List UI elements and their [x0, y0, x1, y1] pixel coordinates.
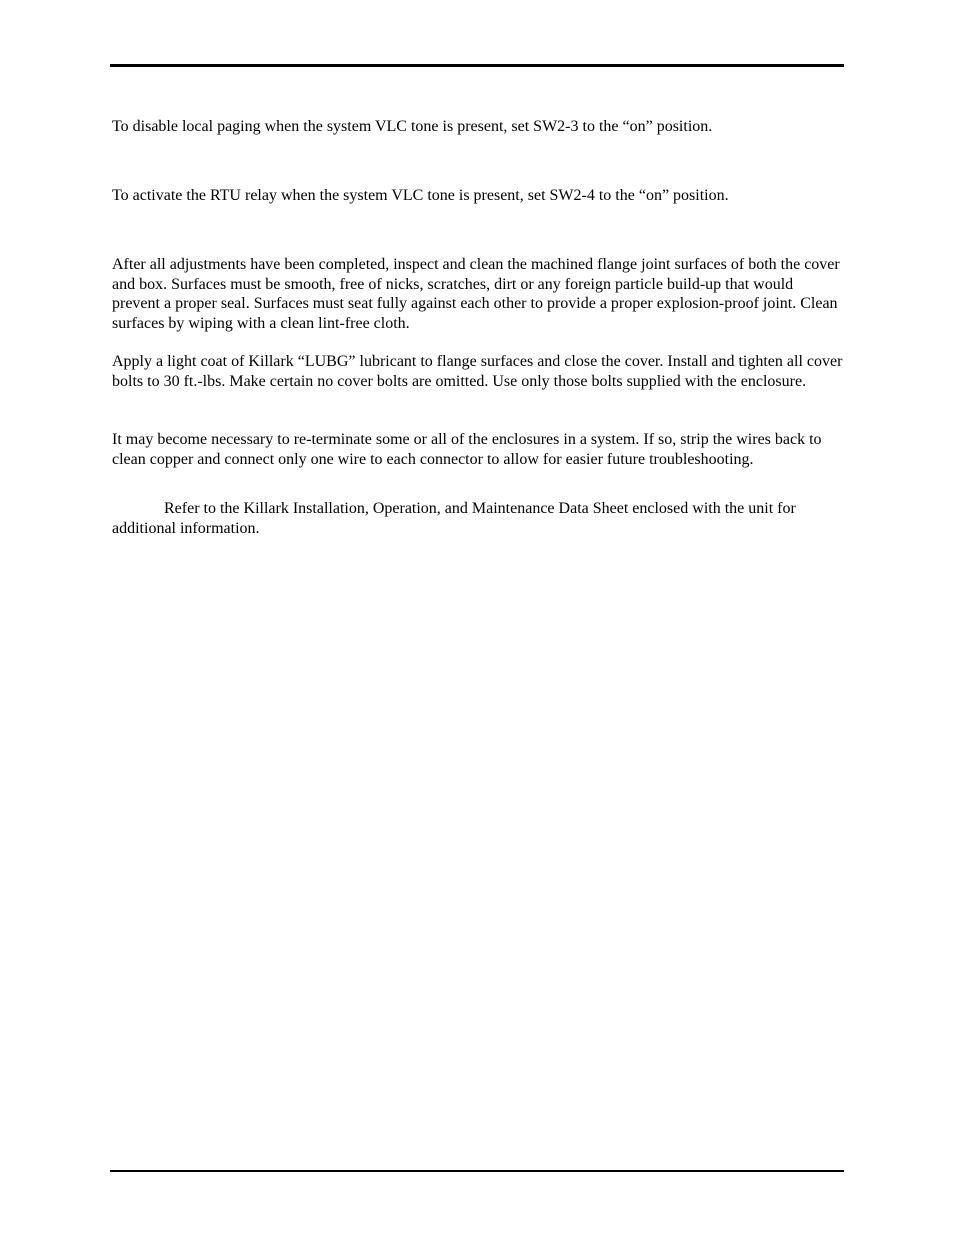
paragraph-disable-local-paging: To disable local paging when the system VLC tone is present, set SW2-3 to the “on” position. [112, 118, 713, 135]
paragraph-apply-lubricant: Apply a light coat of Killark “LUBG” lubricant to flange surfaces and close the cover. Install and tighten all cover bolts to 30 ft.-lbs. Make certain no cover bolts are omitted. Use only those bolts supplied with the enclosure. [112, 353, 843, 390]
paragraph-inspect-flange: After all adjustments have been completed, inspect and clean the machined flange joint surfaces of both the cover and box. Surfaces must be smooth, free of nicks, scratches, dirt or any foreign particle build-up that would prevent a proper seal. Surfaces must seat fully against each other to provide a proper explosion-proof joint. Clean surfaces by wiping with a clean lint-free cloth. [112, 256, 840, 332]
paragraph-refer-data-sheet: Refer to the Killark Installation, Operation, and Maintenance Data Sheet enclosed with the unit for additional information. [112, 500, 796, 537]
paragraph-re-terminate: It may become necessary to re-terminate some or all of the enclosures in a system. If so, strip the wires back to clean copper and connect only one wire to each connector to allow for easier future troubleshooting. [112, 431, 822, 468]
paragraph-activate-rtu-relay: To activate the RTU relay when the system VLC tone is present, set SW2-4 to the “on” position. [112, 187, 729, 204]
header-rule [110, 64, 844, 67]
footer-rule [110, 1170, 844, 1172]
